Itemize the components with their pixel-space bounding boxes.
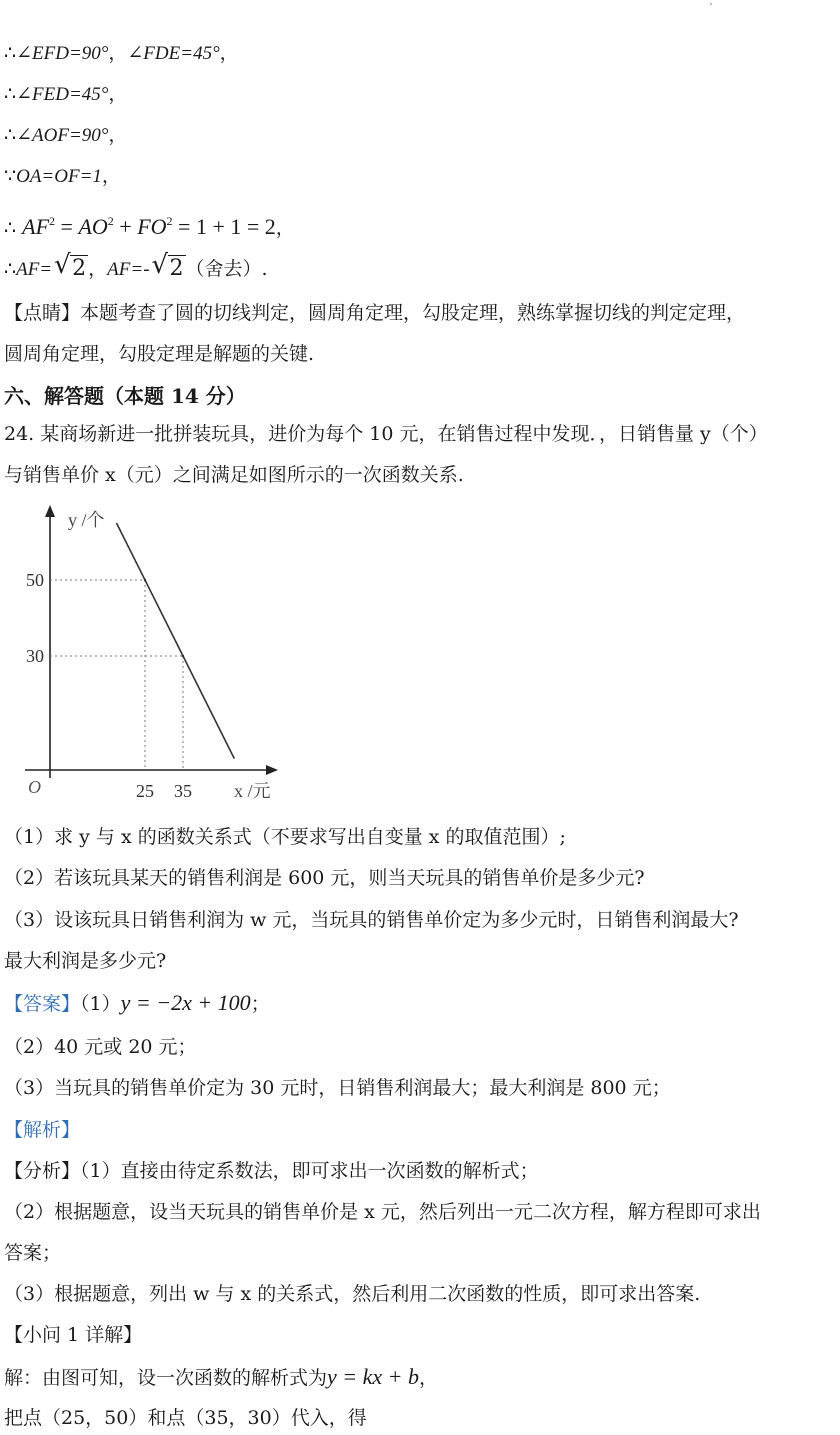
analysis-tag: 【解析】: [4, 1119, 81, 1141]
question-3-line-1: （3）设该玩具日销售利润为 w 元，当玩具的销售单价定为多少元时，日销售利润最大?: [4, 909, 739, 931]
angle-aof: ∠AOF=90°: [16, 125, 109, 146]
proof-line-4: ∵OA=OF=1，: [4, 165, 121, 187]
proof-line-1: ∴∠EFD=90°，∠FDE=45°，: [4, 42, 239, 64]
proof-line-3: ∴∠AOF=90°，: [4, 124, 128, 146]
x-tick-label: 35: [174, 781, 192, 801]
answer-formula: y = −2x + 100: [120, 990, 251, 1015]
scan-speck: [710, 3, 712, 5]
problem-line-2: 与销售单价 x（元）之间满足如图所示的一次函数关系.: [4, 464, 464, 486]
radical-icon: √: [54, 250, 71, 280]
x-tick-label: 25: [136, 781, 154, 801]
detail-line-2: 把点（25，50）和点（35，30）代入，得: [4, 1407, 367, 1429]
answer-line-1: 【答案】（1）y = −2x + 100；: [4, 990, 270, 1015]
radical-icon: √: [151, 250, 169, 280]
section-heading: 六、解答题（本题 14 分）: [4, 384, 246, 408]
therefore-symbol: ∴: [4, 42, 17, 64]
sqrt-negative: √ 2: [151, 250, 184, 281]
data-point-2: [182, 655, 184, 657]
x-axis-label: x /元: [234, 781, 271, 801]
analysis-line-3: （3）根据题意，列出 w 与 x 的关系式，然后利用二次函数的性质，即可求出答案.: [4, 1283, 701, 1305]
therefore-symbol: ∴: [4, 258, 17, 280]
because-symbol: ∵: [4, 165, 17, 187]
angle-efd: ∠EFD=90°: [16, 43, 109, 64]
therefore-symbol: ∴: [4, 124, 17, 146]
comment-line-1: 【点睛】本题考查了圆的切线判定，圆周角定理，勾股定理，熟练掌握切线的判定定理，: [4, 302, 746, 324]
detail-formula: y = kx + b: [327, 1364, 420, 1389]
y-tick-label: 50: [26, 570, 44, 590]
y-axis-arrow: [45, 505, 55, 517]
answer-tag: 【答案】: [4, 993, 81, 1015]
sqrt-positive: √ 2: [54, 250, 87, 281]
comment-line-2: 圆周角定理，勾股定理是解题的关键.: [4, 343, 315, 365]
analysis-line-1: 【分析】（1）直接由待定系数法，即可求出一次函数的解析式；: [4, 1160, 539, 1182]
linear-function-graph: [10, 500, 290, 810]
angle-fde: ∠FDE=45°: [127, 43, 220, 64]
y-tick-label: 30: [26, 646, 44, 666]
radius-equality: OA=OF=1: [16, 166, 102, 187]
detail-line-1: 解：由图可知，设一次函数的解析式为y = kx + b，: [4, 1364, 439, 1389]
proof-line-6: ∴AF= √ 2 ，AF=- √ 2 （舍去）.: [4, 250, 268, 281]
answer-line-3: （3）当玩具的销售单价定为 30 元时，日销售利润最大；最大利润是 800 元；: [4, 1077, 671, 1099]
y-axis-label: y /个: [68, 510, 105, 530]
proof-line-2: ∴∠FED=45°，: [4, 83, 128, 105]
proof-line-5-pythagoras: ∴ $AF^2 = AO^2 + FO^2 = 1 + 1 = 2$，: [4, 214, 295, 239]
pythagoras-formula: $AF^2 = AO^2 + FO^2 = 1 + 1 = 2$: [22, 214, 276, 239]
x-axis-arrow: [266, 765, 278, 775]
detail-tag: 【小问 1 详解】: [4, 1324, 143, 1346]
therefore-symbol: ∴: [4, 83, 17, 105]
question-2: （2）若该玩具某天的销售利润是 600 元，则当天玩具的销售单价是多少元?: [4, 867, 645, 889]
data-point-1: [144, 579, 146, 581]
angle-fed: ∠FED=45°: [16, 84, 109, 105]
question-3-line-2: 最大利润是多少元?: [4, 950, 167, 972]
therefore-symbol: ∴: [4, 217, 17, 239]
analysis-line-2a: （2）根据题意，设当天玩具的销售单价是 x 元，然后列出一元二次方程，解方程即可求出: [4, 1201, 761, 1223]
origin-label: O: [28, 777, 41, 797]
analysis-line-2b: 答案；: [4, 1242, 62, 1264]
answer-line-2: （2）40 元或 20 元；: [4, 1036, 197, 1058]
problem-line-1: 24. 某商场新进一批拼装玩具，进价为每个 10 元，在销售过程中发现．，日销售量 y（个）: [4, 423, 768, 445]
question-1: （1）求 y 与 x 的函数关系式（不要求写出自变量 x 的取值范围）;: [4, 826, 566, 848]
function-line: [117, 523, 235, 759]
